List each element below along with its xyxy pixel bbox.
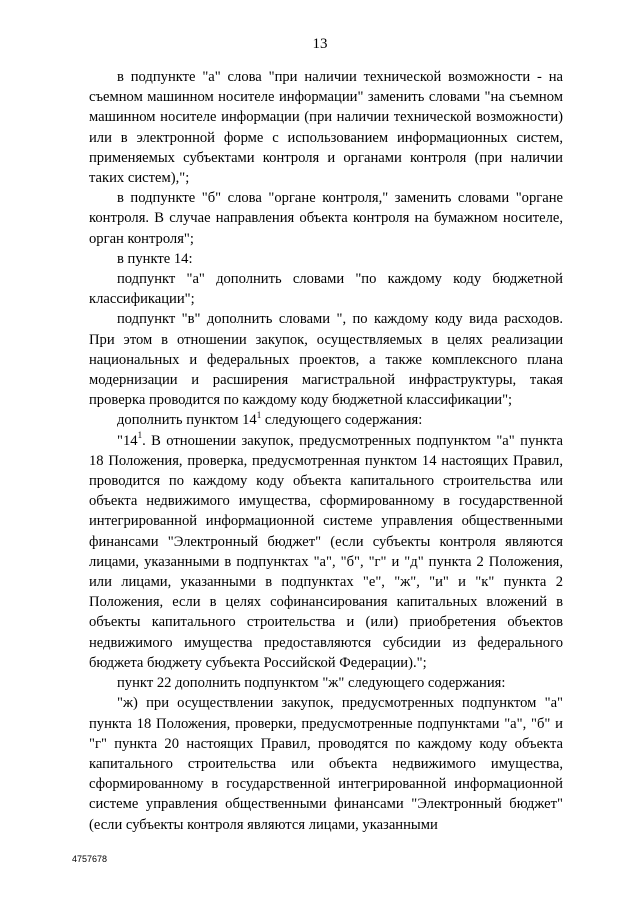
paragraph: подпункт "в" дополнить словами ", по каждому коду вида расходов. При этом в отношении закупок, осуществляемых в целях реализации национальных и федеральных проектов, а также комплексного плана модернизации и расширения магистральной инфраструктуры, такая проверка проводится по каждому коду бюджетной классификации"; bbox=[89, 311, 563, 409]
text-run: "14 bbox=[117, 432, 138, 449]
paragraph: в подпункте "а" слова "при наличии технической возможности - на съемном машинном носителе информации" заменить словами "на съемном машинном носителе информации (при наличии технической возможности) или в электронной форме с использованием информационных систем, применяемых субъектами контроля и органами контроля (при наличии таких систем),"; bbox=[89, 69, 563, 187]
paragraph: в подпункте "б" слова "органе контроля," заменить словами "органе контроля. В случае направления объекта контроля на бумажном носителе, орган контроля"; bbox=[89, 190, 563, 247]
paragraph: подпункт "а" дополнить словами "по каждому коду бюджетной классификации"; bbox=[89, 271, 563, 308]
document-id: 4757678 bbox=[72, 854, 108, 864]
paragraph: пункт 22 дополнить подпунктом "ж" следующего содержания: bbox=[117, 675, 506, 692]
paragraph: в пункте 14: bbox=[117, 250, 193, 267]
superscript: 1 bbox=[137, 429, 143, 440]
paragraph: "ж) при осуществлении закупок, предусмотренных подпунктом "а" пункта 18 Положения, проверки, предусмотренные подпунктами "а", "б" и "г" пункта 20 настоящих Правил, проводятся по каждому коду объекта капитального строительства или объекта недвижимого имущества, сформированному в государственной интегрированной информационной системе управления общественными финансами "Электронный бюджет" (если субъекты контроля являются лицами, указанными bbox=[89, 695, 563, 833]
document-body bbox=[89, 67, 563, 835]
page-number: 13 bbox=[312, 36, 328, 52]
text-run: . В отношении закупок, предусмотренных подпунктом "а" пункта 18 Положения, проверка, предусмотренная пунктом 14 настоящих Правил, проводится по каждому коду объекта капитального строительства или объекта недвижимого имущества, сформированному в государственной интегрированной информационной системе управления общественными финансами "Электронный бюджет" (если субъекты контроля являются лицами, указанными в подпунктах "а", "б", "г" и "д" пункта 2 Положения, или лицами, указанными в подпунктах "е", "ж", "и" и "к" пункта 2 Положения, если в целях софинансирования капитальных вложений в объекты капитального строительства и (или) приобретения объектов недвижимого имущества предоставляются субсидии из федерального бюджета бюджету субъекта Российской Федерации)."; bbox=[89, 432, 563, 671]
paragraph-14-1-text bbox=[89, 431, 563, 673]
paragraph-14-1-intro bbox=[89, 410, 563, 430]
text-run: дополнить пунктом 14 bbox=[117, 412, 257, 429]
text-run: следующего содержания: bbox=[261, 412, 423, 429]
superscript: 1 bbox=[256, 409, 262, 420]
